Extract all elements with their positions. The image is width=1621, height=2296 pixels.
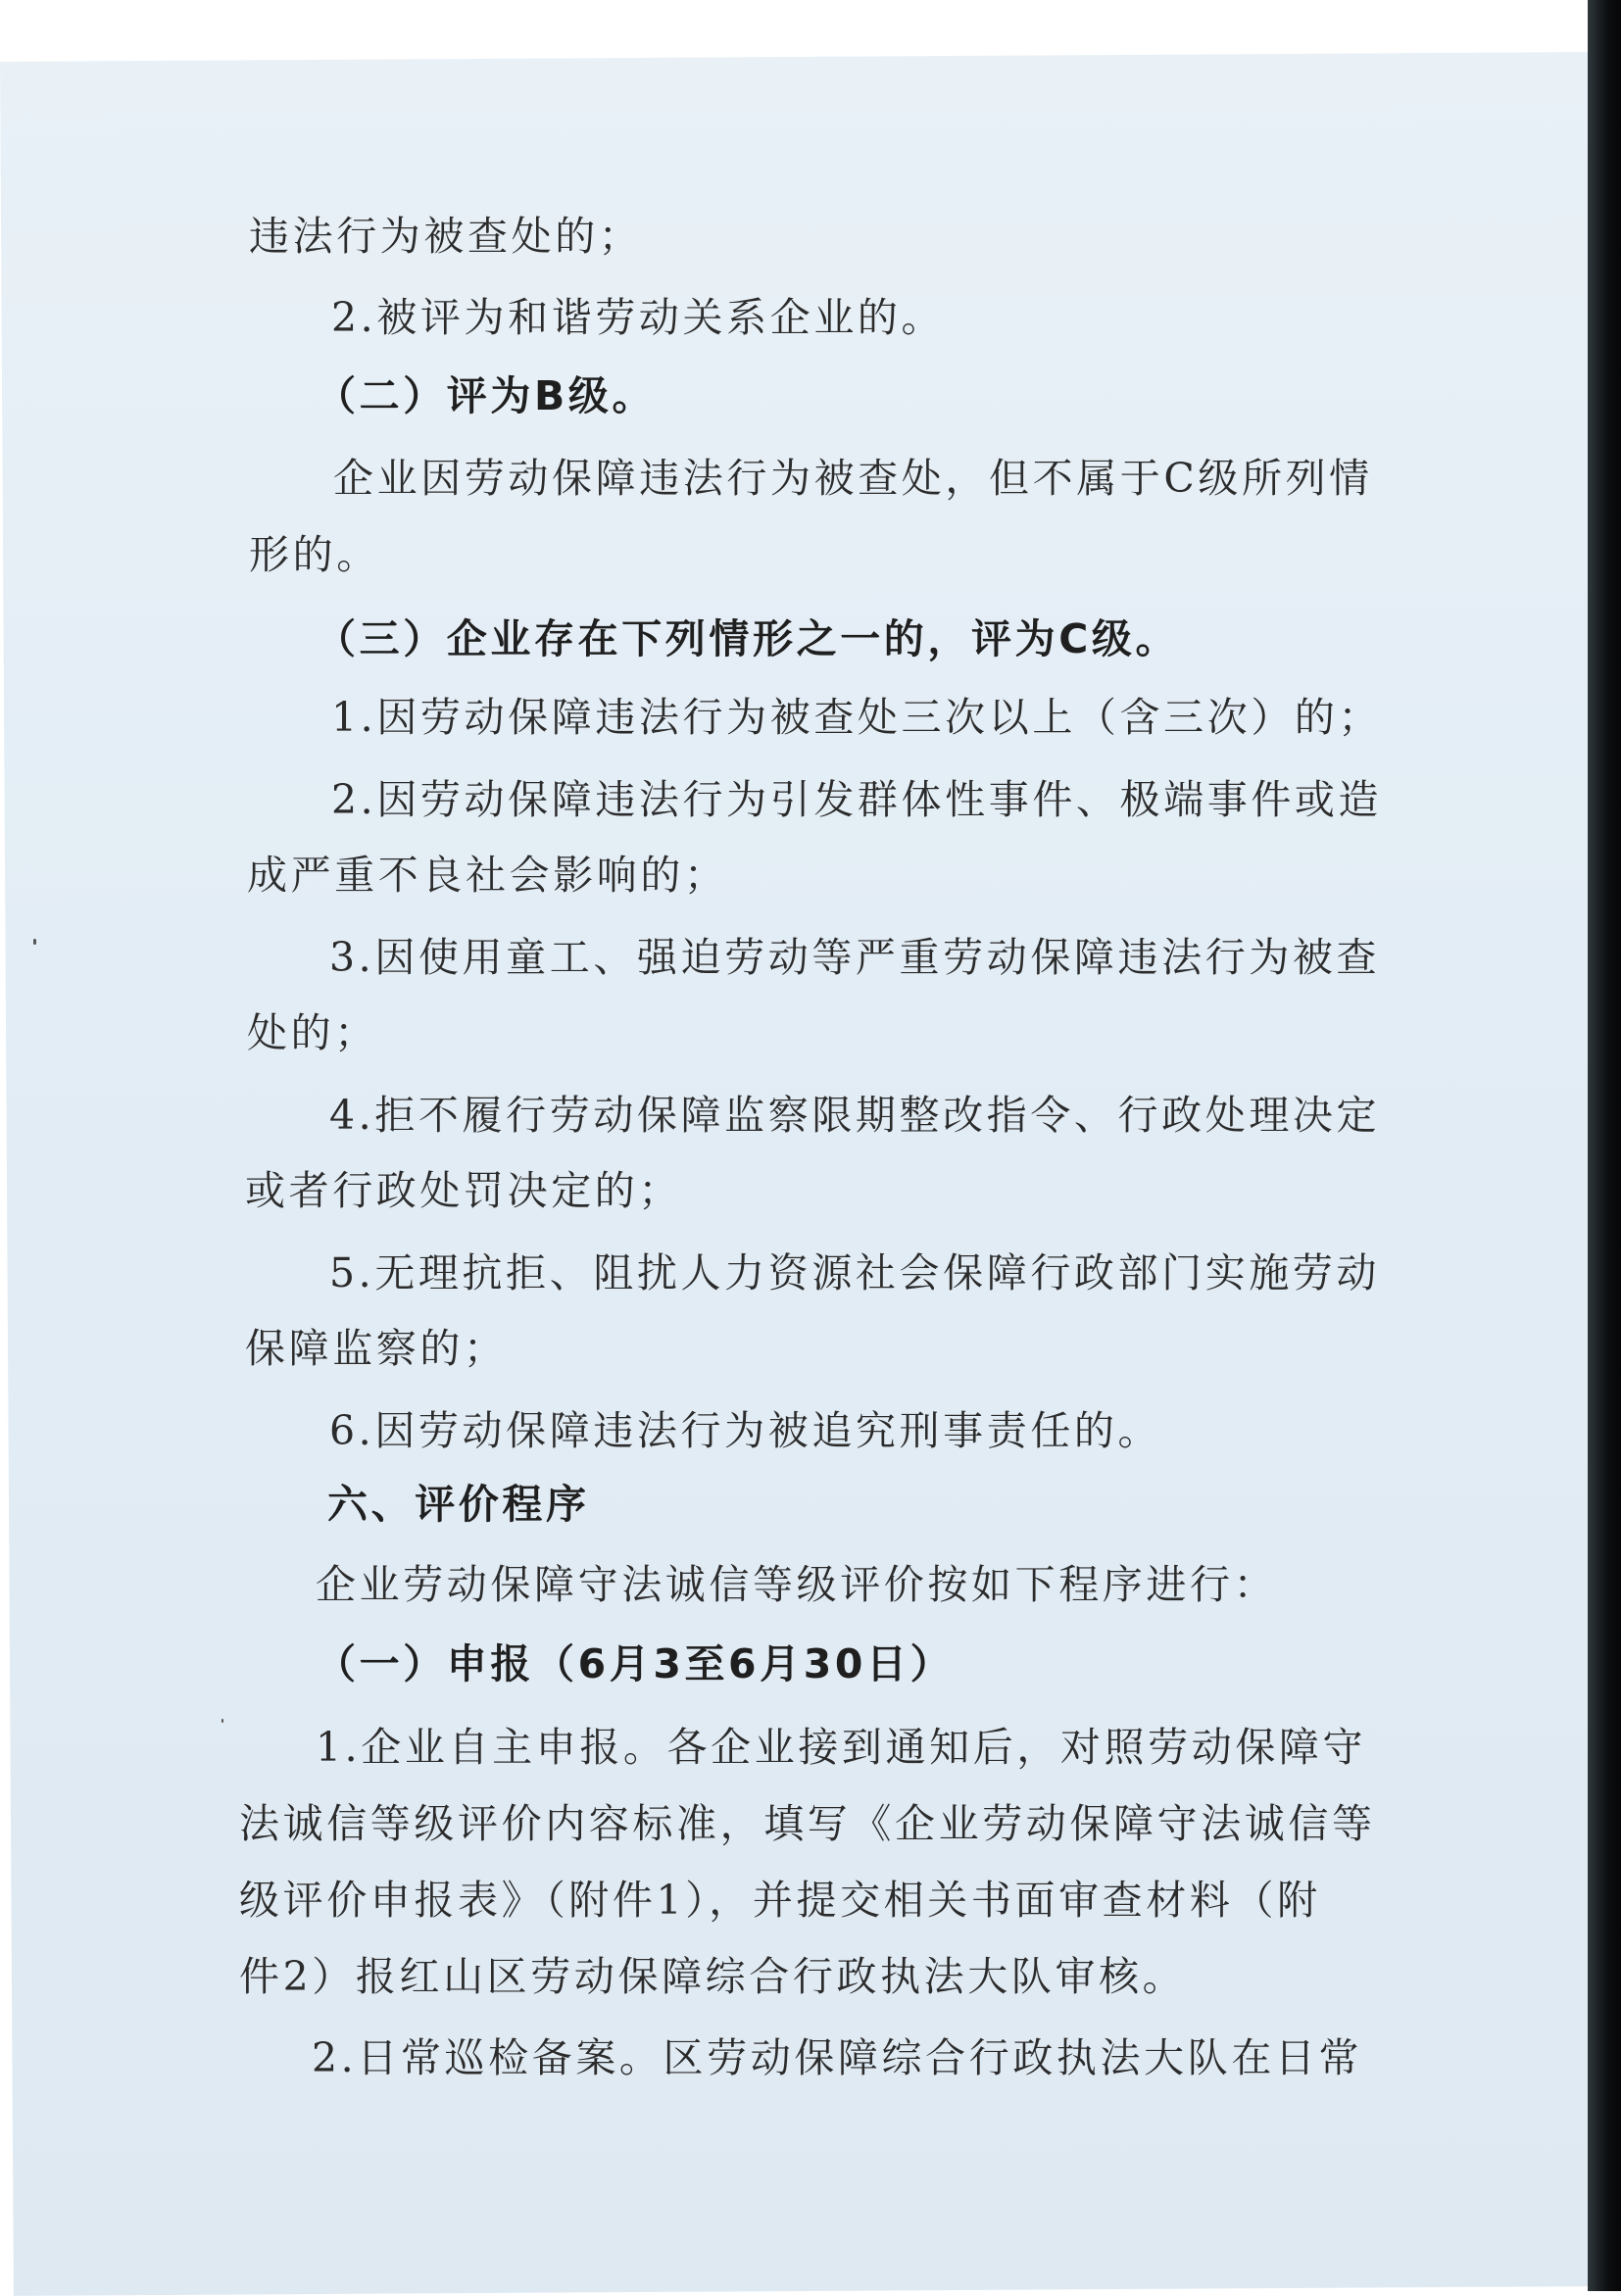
- text-line-14: 5.无理抗拒、阻扰人力资源社会保障行政部门实施劳动: [329, 1249, 1381, 1296]
- text-line-21: 法诚信等级评价内容标准，填写《企业劳动保障守法诚信等: [239, 1800, 1376, 1847]
- section-heading-c-level: （三）企业存在下列情形之一的，评为C级。: [316, 615, 1180, 662]
- text-line-7: 1.因劳动保障违法行为被查处三次以上（含三次）的；: [331, 694, 1383, 741]
- text-line-1: 违法行为被查处的；: [249, 213, 643, 260]
- text-line-8: 2.因劳动保障违法行为引发群体性事件、极端事件或造: [331, 776, 1383, 823]
- text-line-18: 企业劳动保障守法诚信等级评价按如下程序进行：: [316, 1561, 1278, 1608]
- text-line-12: 4.拒不履行劳动保障监察限期整改指令、行政处理决定: [329, 1092, 1381, 1139]
- text-line-9: 成严重不良社会影响的；: [247, 852, 728, 899]
- text-line-5: 形的。: [249, 531, 380, 578]
- scan-speck: [33, 939, 36, 945]
- section-heading-evaluation-procedure: 六、评价程序: [327, 1481, 590, 1528]
- text-line-23: 件2）报红山区劳动保障综合行政执法大队审核。: [239, 1953, 1187, 2000]
- section-heading-b-level: （二）评为B级。: [316, 372, 657, 419]
- text-line-13: 或者行政处罚决定的；: [245, 1167, 682, 1214]
- text-line-11: 处的；: [247, 1009, 378, 1056]
- text-line-2: 2.被评为和谐劳动关系企业的。: [331, 294, 946, 341]
- text-line-24: 2.日常巡检备案。区劳动保障综合行政执法大队在日常: [312, 2034, 1363, 2081]
- text-line-16: 6.因劳动保障违法行为被追究刑事责任的。: [329, 1407, 1162, 1454]
- text-line-20: 1.企业自主申报。各企业接到通知后，对照劳动保障守: [316, 1724, 1367, 1771]
- text-line-10: 3.因使用童工、强迫劳动等严重劳动保障违法行为被查: [329, 934, 1381, 981]
- text-line-4: 企业因劳动保障违法行为被查处，但不属于C级所列情: [333, 455, 1373, 502]
- scan-speck: [221, 1719, 223, 1723]
- text-line-22: 级评价申报表》（附件1），并提交相关书面审查材料（附: [239, 1877, 1321, 1924]
- section-heading-declaration: （一）申报（6月3至6月30日）: [316, 1640, 955, 1687]
- text-line-15: 保障监察的；: [245, 1325, 508, 1372]
